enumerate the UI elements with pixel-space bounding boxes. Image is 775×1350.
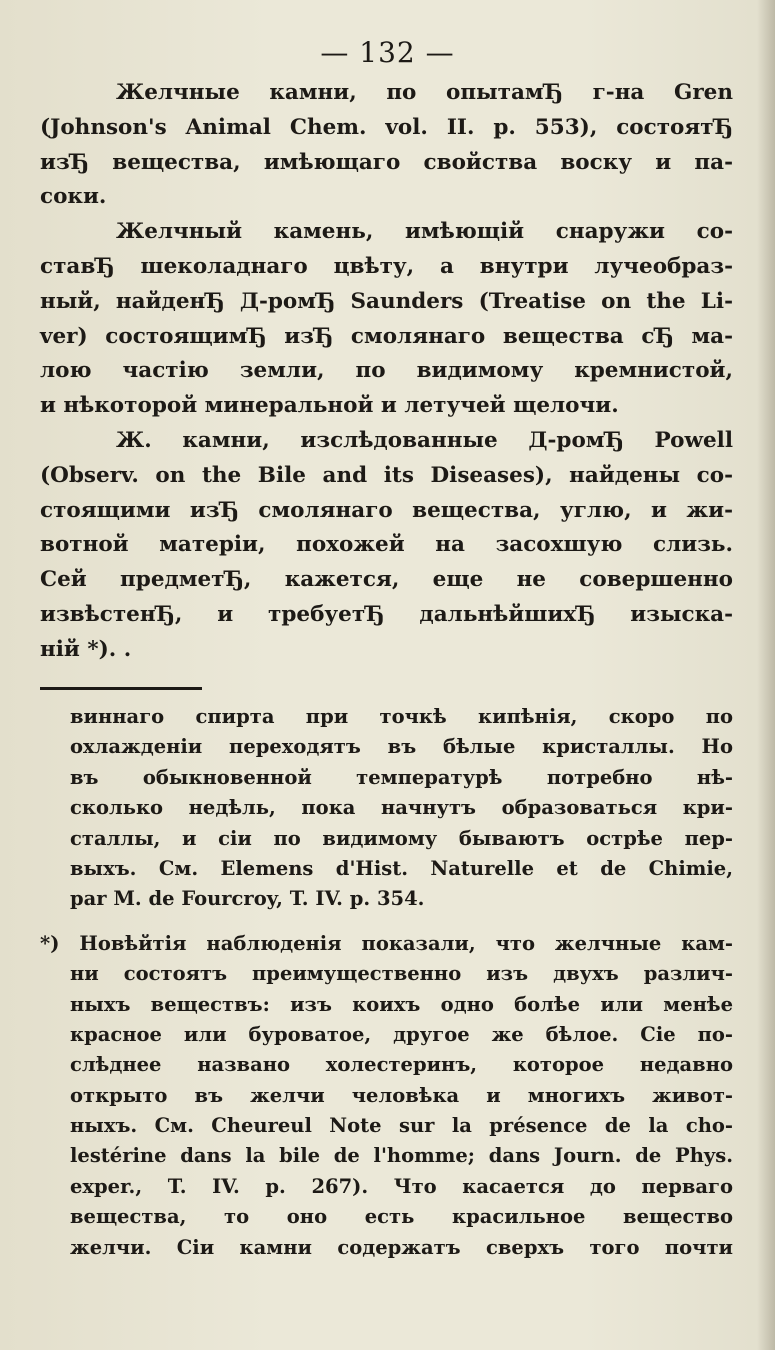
footnote-divider bbox=[40, 687, 202, 690]
footnote-line: слѣднее названо холестеринъ, которое недавно bbox=[70, 1053, 733, 1077]
footnote-line: въ обыкновенной температурѣ потребно нѣ- bbox=[70, 765, 733, 789]
text-line: извѣстенЂ, и требуетЂ дальнѣйшихЂ изыска- bbox=[40, 601, 733, 627]
footnote-continuation bbox=[40, 702, 733, 915]
text-line: Ж. камни, изслѣдованные Д-ромЂ Powell bbox=[116, 427, 733, 453]
text-line: ній *). . bbox=[40, 636, 132, 662]
text-line: (Johnson's Animal Chem. vol. II. p. 553), состоятЂ bbox=[40, 114, 733, 140]
footnote-line: ныхъ. См. Cheureul Note sur la présence de la cho- bbox=[70, 1114, 733, 1138]
text-line: изЂ вещества, имѣющаго свойства воску и па- bbox=[40, 149, 733, 175]
text-line: ver) состоящимЂ изЂ смолянаго вещества сЂ ма- bbox=[40, 323, 733, 349]
paragraph-saunders bbox=[40, 215, 733, 424]
footnote-line: выхъ. См. Elemens d'Hist. Naturelle et de Chimie, bbox=[70, 856, 733, 880]
footnote-line: вещества, то оно есть красильное вещество bbox=[70, 1205, 733, 1229]
text-line: стоящими изЂ смолянаго вещества, углю, и жи- bbox=[40, 497, 733, 523]
footnote-line: lestérine dans la bile de l'homme; dans Journ. de Phys. bbox=[70, 1144, 733, 1168]
text-line: Желчные камни, по опытамЂ г-на Gren bbox=[116, 80, 733, 105]
text-line: лою частію земли, по видимому кремнистой, bbox=[40, 358, 733, 384]
footnote-line: желчи. Сіи камни содержатъ сверхъ того почти bbox=[70, 1235, 733, 1259]
text-line: Желчный камень, имѣющій снаружи со- bbox=[116, 219, 733, 245]
text-line: (Observ. on the Bile and its Diseases), найдены со- bbox=[40, 462, 733, 488]
footnote-line: открыто въ желчи человѣка и многихъ живот- bbox=[70, 1083, 733, 1107]
footnote-line: сколько недѣль, пока начнутъ образоваться кри- bbox=[70, 796, 733, 820]
footnote-line: par M. de Fourcroy, T. IV. p. 354. bbox=[70, 887, 425, 911]
footnote-line: *) Новѣйтія наблюденія показали, что желчные кам- bbox=[40, 931, 733, 955]
footnote-line: сталлы, и сіи по видимому бываютъ острѣе пер- bbox=[70, 826, 733, 850]
text-line: Сей предметЂ, кажется, еще не совершенно bbox=[40, 567, 733, 593]
footnote-line: ныхъ веществъ: изъ коихъ одно болѣе или менѣе bbox=[70, 992, 733, 1016]
page-number: — 132 — bbox=[320, 36, 455, 69]
footnote-line: красное или буроватое, другое же бѣлое. Сіе по- bbox=[70, 1022, 733, 1046]
footnote-line: охлажденіи переходятъ въ бѣлые кристаллы. Но bbox=[70, 735, 733, 759]
paragraph-powell bbox=[40, 424, 733, 668]
footnotes bbox=[40, 702, 733, 1263]
text-line: вотной матеріи, похожей на засохшую слизь. bbox=[40, 532, 733, 558]
paragraph-gren bbox=[40, 76, 733, 215]
main-text bbox=[40, 76, 733, 668]
footnote-line: виннаго спирта при точкѣ кипѣнія, скоро по bbox=[70, 705, 733, 728]
text-line: и нѣкоторой минеральной и летучей щелочи. bbox=[40, 393, 619, 419]
page-spine-shadow bbox=[757, 0, 775, 1350]
text-line: ставЂ шеколаднаго цвѣту, а внутри лучеобраз- bbox=[40, 253, 733, 279]
footnote-star bbox=[40, 929, 733, 1263]
footnote-line: exper., T. IV. p. 267). Что касается до перваго bbox=[70, 1174, 733, 1198]
footnote-line: ни состоятъ преимущественно изъ двухъ различ- bbox=[70, 962, 733, 986]
text-line: ный, найденЂ Д-ромЂ Saunders (Treatise on the Li- bbox=[40, 288, 733, 314]
text-line: соки. bbox=[40, 184, 107, 210]
